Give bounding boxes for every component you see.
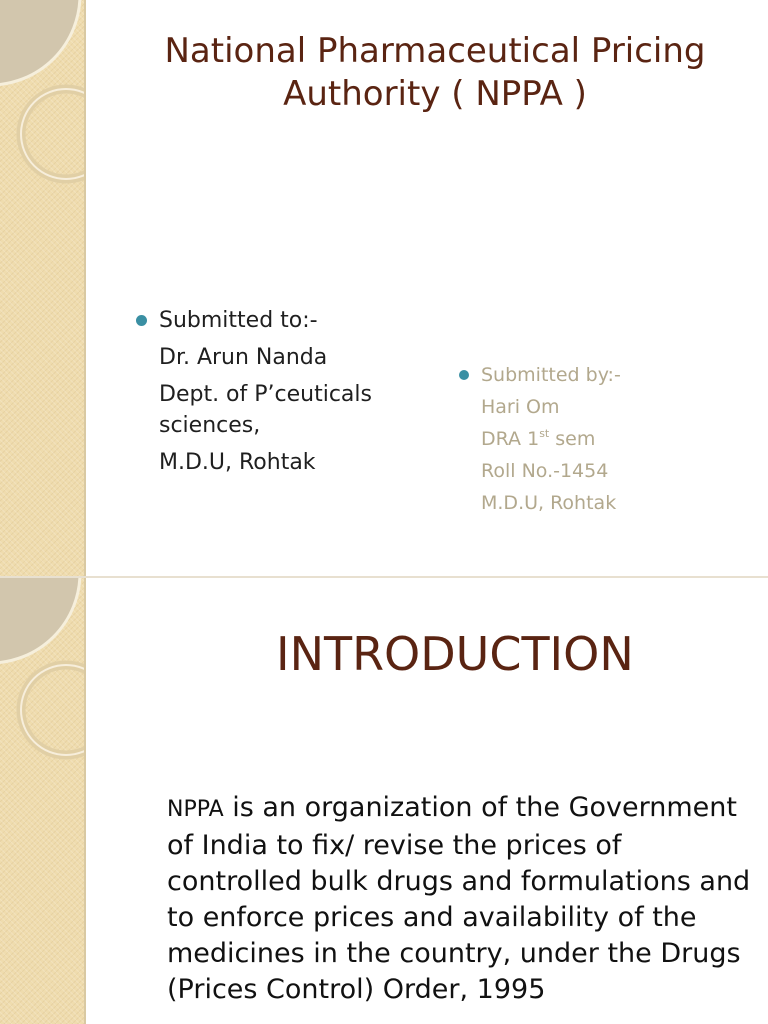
- bullet-icon: [136, 315, 147, 326]
- decorative-side-strip: [0, 578, 84, 1024]
- course-prefix: DRA 1: [481, 428, 540, 450]
- bullet-icon: [459, 370, 469, 380]
- side-border: [84, 578, 86, 1024]
- dept-line-2: sciences,: [159, 413, 261, 438]
- roll-number: Roll No.-1454: [481, 460, 609, 482]
- submitted-to-block: [134, 305, 434, 484]
- submitted-by-heading: Submitted by:-: [481, 364, 621, 386]
- dept-line-1: Dept. of P’ceuticals: [159, 382, 372, 407]
- intro-lead-word: NPPA: [167, 797, 224, 822]
- submitted-to-heading: Submitted to:-: [159, 308, 318, 333]
- decorative-circles-icon: [0, 0, 84, 576]
- intro-paragraph: [167, 790, 757, 1008]
- decorative-circles-icon: [0, 578, 84, 1024]
- intro-body: is an organization of the Government of India to fix/ revise the prices of controlled bulk drugs and formulations and to enforce prices and availability of the medicines in the country, under the Drugs (Prices Control) Order, 1995: [167, 792, 751, 1005]
- guide-name: Dr. Arun Nanda: [159, 345, 328, 370]
- course-superscript: st: [539, 427, 550, 440]
- decorative-side-strip: [0, 0, 84, 576]
- title-line-1: National Pharmaceutical Pricing: [164, 31, 706, 71]
- side-border: [84, 0, 86, 576]
- slide-2: [0, 578, 768, 1024]
- university-by: M.D.U, Rohtak: [481, 492, 617, 514]
- course-suffix: sem: [549, 428, 596, 450]
- title-line-2: Authority ( NPPA ): [283, 74, 587, 114]
- university-to: M.D.U, Rohtak: [159, 450, 316, 475]
- submitted-by-block: [456, 362, 716, 522]
- intro-title: INTRODUCTION: [276, 627, 634, 681]
- course: [481, 426, 716, 452]
- slide-title: [110, 30, 760, 116]
- student-name: Hari Om: [481, 396, 560, 418]
